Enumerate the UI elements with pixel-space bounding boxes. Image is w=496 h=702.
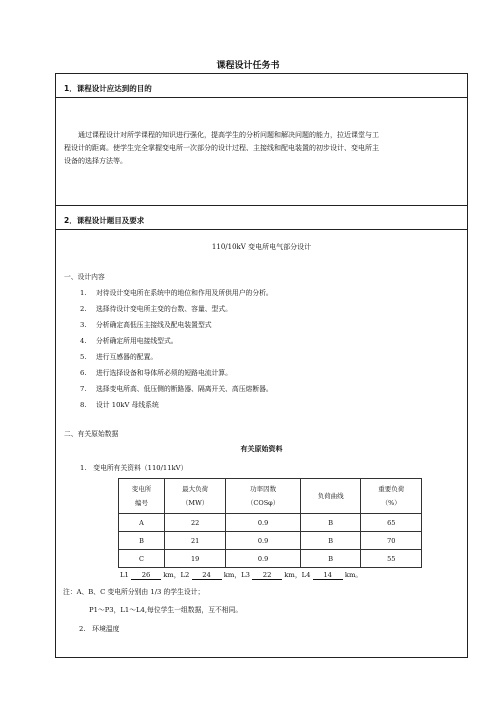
- divider: [56, 97, 467, 98]
- section1-paragraph: [64, 129, 461, 168]
- l4-label: km，L4: [284, 571, 311, 579]
- cell: 70: [361, 532, 422, 550]
- subsection-1: 1. 变电所有关资料（110/11kV）: [80, 464, 188, 472]
- l4-value: 14: [313, 571, 343, 580]
- column-header: 重要负荷 （%）: [361, 479, 422, 514]
- divider: [56, 205, 467, 206]
- list-item: [80, 303, 232, 313]
- paragraph-line: 程设计的距离。使学生完全掌握变电所一次部分的设计过程、主接线和配电装置的初步设计、变电所主: [64, 144, 379, 152]
- section2-heading: 2．课程设计题目及要求: [64, 216, 145, 225]
- table-row: [119, 514, 422, 532]
- divider: [56, 229, 467, 230]
- part1-title: 一、设计内容: [64, 273, 105, 281]
- l2-value: 24: [192, 571, 222, 580]
- table-row: [119, 532, 422, 550]
- cell: 55: [361, 550, 422, 568]
- cell: 22: [164, 514, 225, 532]
- item-text: 选择变电所高、低压侧的断路器、隔离开关、高压熔断器。: [96, 385, 273, 393]
- cell: C: [119, 550, 165, 568]
- list-item: [80, 367, 232, 377]
- column-header: 最大负荷 （MW）: [164, 479, 225, 514]
- cell: B: [119, 532, 165, 550]
- item-number: 8.: [80, 401, 87, 409]
- item-number: 2.: [80, 305, 87, 313]
- cell: B: [300, 550, 361, 568]
- column-header: 变电所 编号: [119, 479, 165, 514]
- item-number: 3.: [80, 321, 87, 329]
- cell: 21: [164, 532, 225, 550]
- table-row: [119, 550, 422, 568]
- cell: 65: [361, 514, 422, 532]
- column-header: 负荷曲线: [300, 479, 361, 514]
- cell: 0.9: [226, 514, 301, 532]
- item-text: 分析确定高低压主接线及配电装置型式: [96, 321, 212, 329]
- l1-value: 26: [131, 571, 161, 580]
- section1-heading: 1．课程设计应达到的目的: [64, 84, 152, 93]
- subsection-2: 2. 环境温度: [79, 625, 120, 633]
- list-item: [80, 319, 212, 329]
- data-title: 有关原始资料: [240, 444, 283, 453]
- document-title: 课程设计任务书: [216, 61, 280, 71]
- substation-data-table: [118, 478, 422, 568]
- item-number: 6.: [80, 369, 87, 377]
- cell: A: [119, 514, 165, 532]
- cell: 0.9: [226, 532, 301, 550]
- design-topic: 110/10kV 变电所电气部分设计: [211, 243, 312, 251]
- l1-label: L1: [120, 571, 129, 579]
- list-item: [80, 351, 157, 361]
- column-header: 功率因数 （COSφ）: [226, 479, 301, 514]
- part2-title: 二、有关原始数据: [64, 430, 119, 438]
- item-text: 设计 10kV 母线系统: [96, 401, 159, 409]
- item-text: 进行互感器的配置。: [96, 353, 158, 361]
- lengths-tail: km。: [344, 571, 363, 579]
- line-lengths: [120, 569, 362, 580]
- cell: 19: [164, 550, 225, 568]
- note: 注：A、B、C 变电所分别由 1/3 的学生设计；: [63, 588, 205, 596]
- item-text: 分析确定所用电接线型式。: [96, 337, 178, 345]
- item-number: 5.: [80, 353, 87, 361]
- table-header-row: [119, 479, 422, 514]
- cell: B: [300, 514, 361, 532]
- l2-label: km，L2: [163, 571, 190, 579]
- item-number: 1.: [80, 289, 87, 297]
- item-number: 7.: [80, 385, 87, 393]
- item-number: 4.: [80, 337, 87, 345]
- item-text: 进行选择设备和导体所必须的短路电流计算。: [96, 369, 232, 377]
- paragraph-line: 通过课程设计对所学课程的知识进行强化，提高学生的分析问题和解决问题的能力，拉近课堂与工: [78, 131, 379, 139]
- paragraph-line: 设备的选择方法等。: [64, 157, 127, 165]
- l3-value: 22: [252, 571, 282, 580]
- cell: B: [300, 532, 361, 550]
- list-item: [80, 287, 273, 297]
- item-text: 对待设计变电所在系统中的地位和作用及所供用户的分析。: [96, 289, 273, 297]
- list-item: [80, 383, 273, 393]
- list-item: [80, 335, 178, 345]
- list-item: [80, 399, 159, 409]
- note-2: P1～P3，L1～L4,每位学生一组数据，互不相同。: [89, 606, 243, 614]
- l3-label: km，L3: [223, 571, 250, 579]
- cell: 0.9: [226, 550, 301, 568]
- item-text: 选择待设计变电所主变的台数、容量、型式。: [96, 305, 232, 313]
